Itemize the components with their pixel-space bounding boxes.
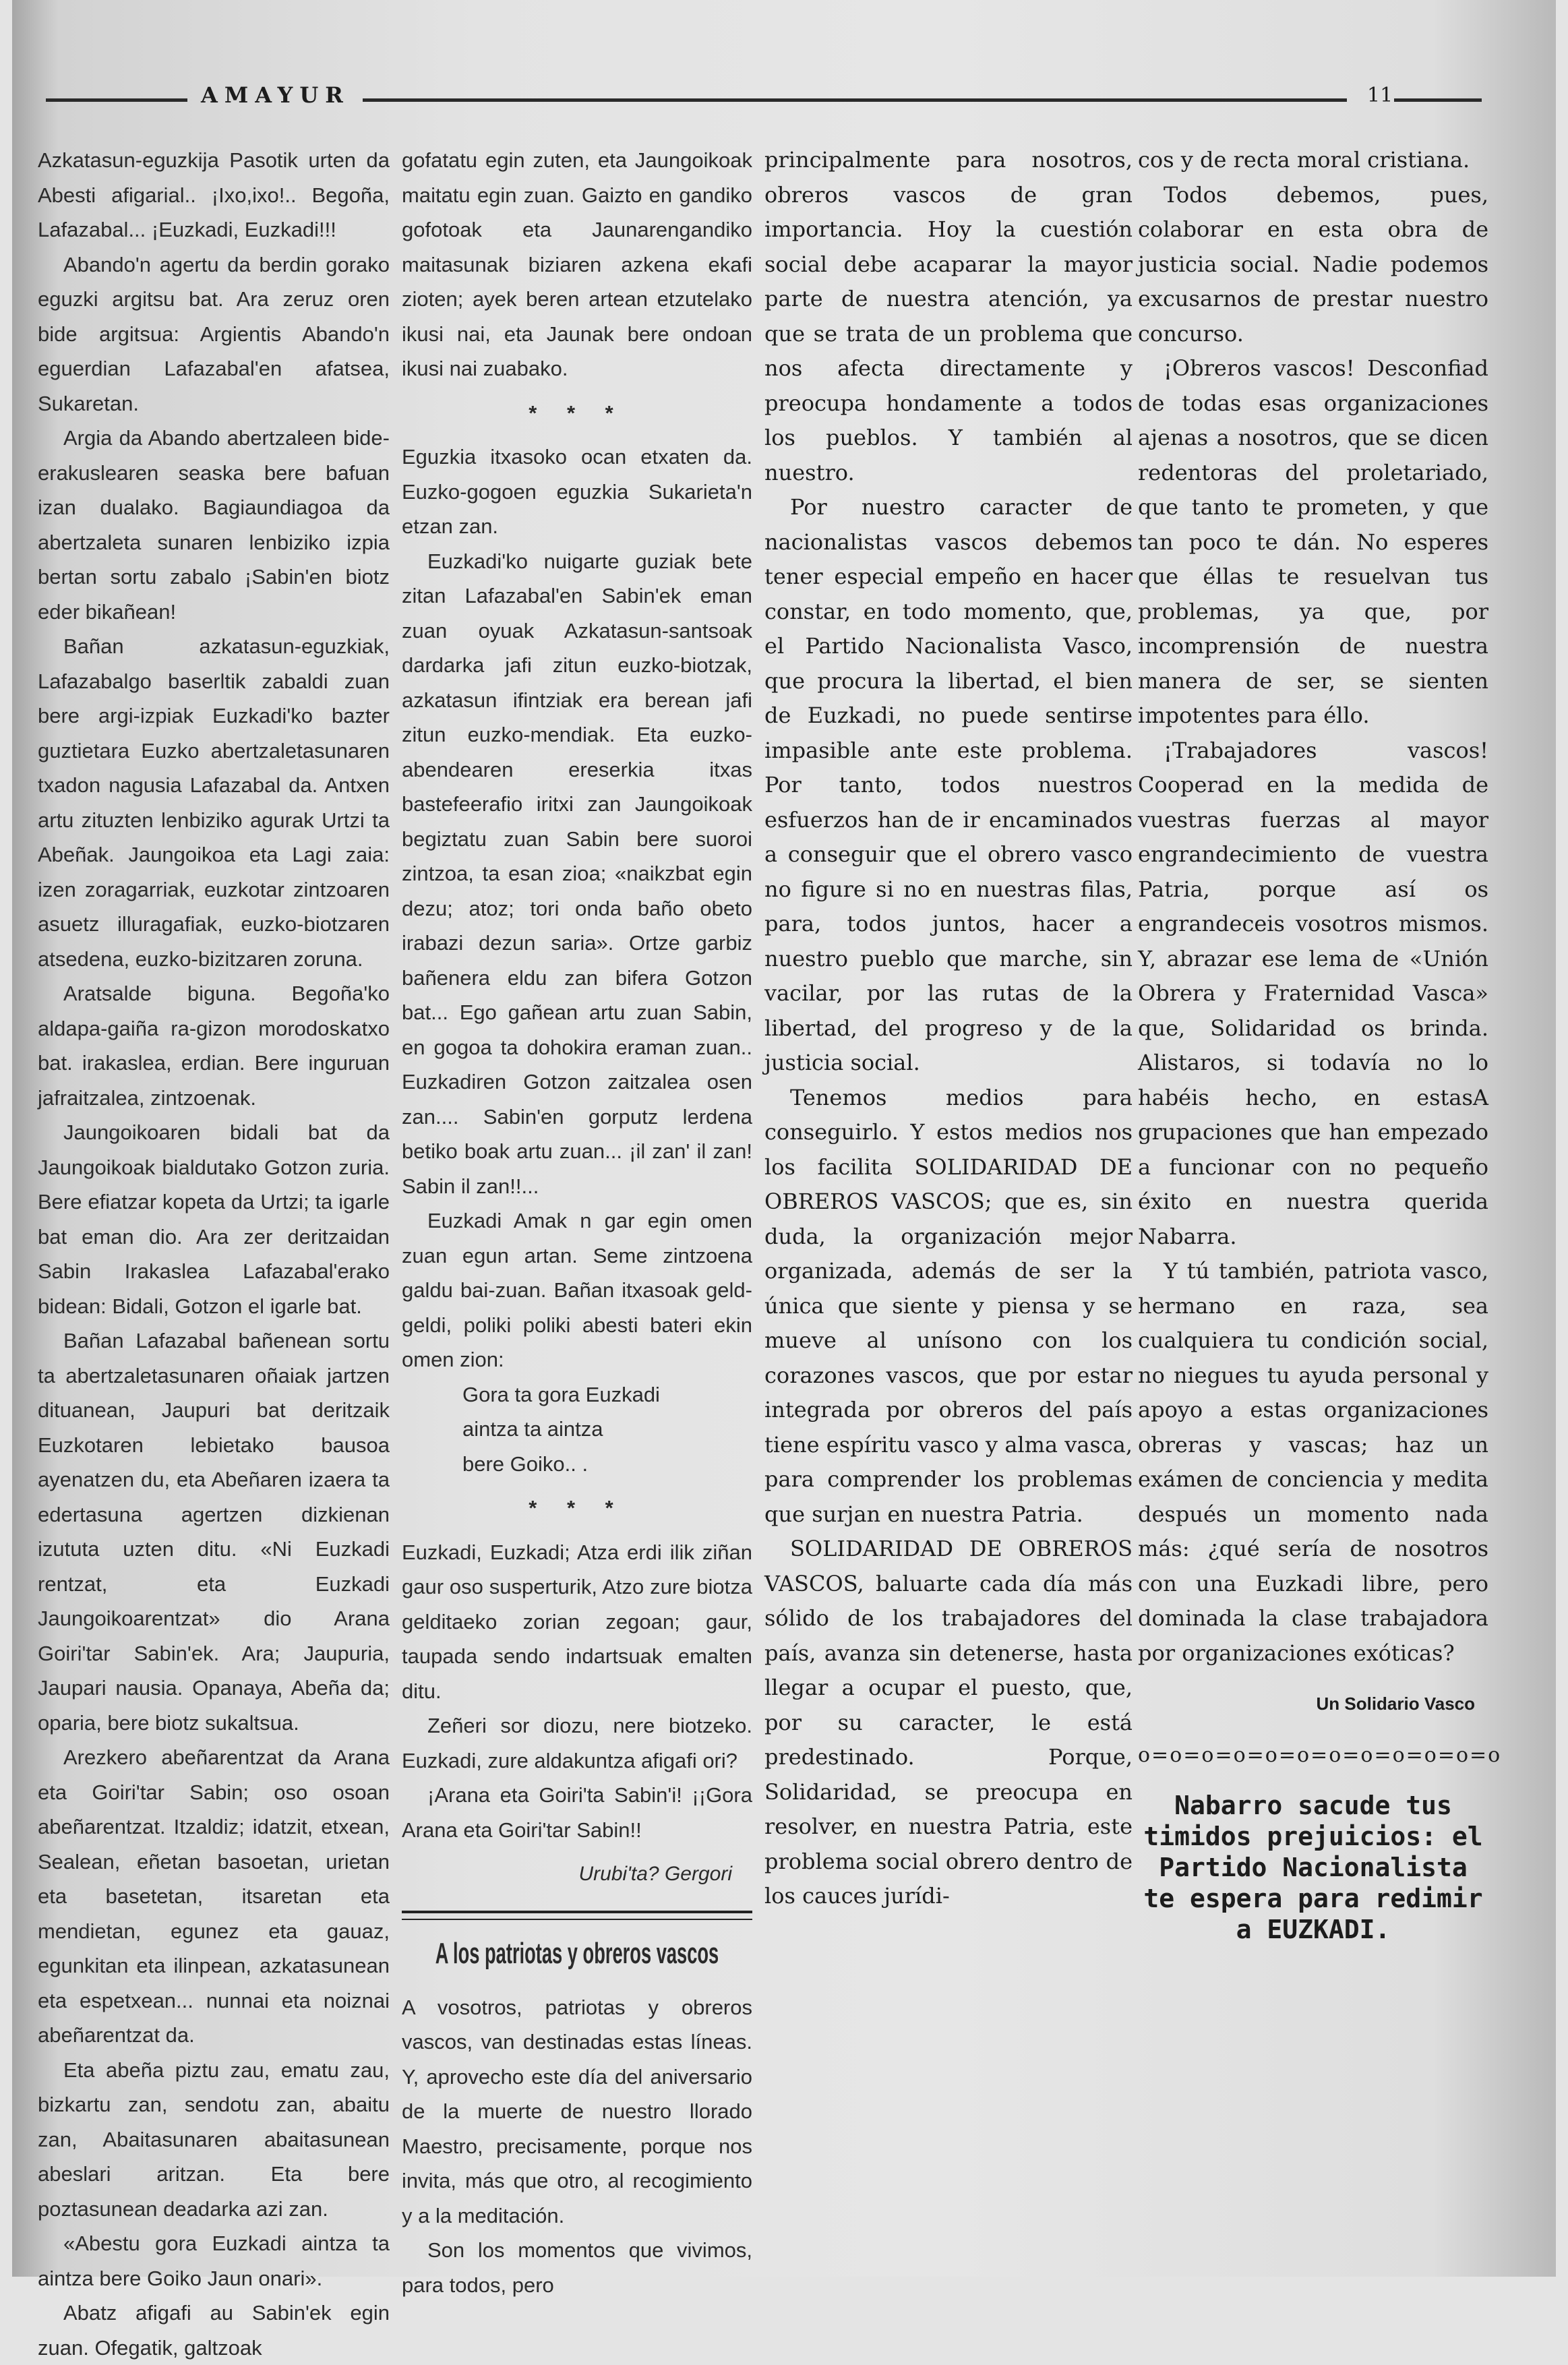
paragraph: A vosotros, patriotas y obreros vascos, van destinadas estas líneas. Y, aprovecho este día del aniversario de la muerte de nuestro llorado Maestro, precisamente, porque nos invita, más que otro, al recogimiento y a la meditación. xyxy=(402,1995,752,2227)
section-separator: * * * xyxy=(529,400,626,425)
paragraph: Por nuestro caracter de nacionalistas vascos debemos tener especial empeño en hacer constar, en todo momento, que, el Partido Nacionalista Vasco, que procura la libertad, el bien de Euzkadi, no puede sentirse impasible ante este problema. Por tanto, todos nuestros esfuerzos han de ir encaminados a conseguir que el obrero vasco no figure si no en nuestras filas, para, todos juntos, hacer a nuestro pueblo que marche, sin vacilar, por las rutas de la libertad, del progreso y de la justicia social. xyxy=(764,494,1133,1075)
header-rule-left xyxy=(46,98,187,102)
header-rule-middle xyxy=(363,98,1347,102)
page-number: 11 xyxy=(1367,84,1393,107)
paragraph: Bañan azkatasun-eguzkiak, Lafazabalgo baserltik zabaldi zuan bere argi-izpiak Euzkadi'ko bazter guztietara Euzko abertzaletasunaren txadon nagusia Lafazabal da. Antxen artu zituzten lenbiziko agurak Urtzi ta Abeñak. Jaungoikoa eta Lagi zaia: izen zoragarriak, euzkotar zintzoaren asuetz illuragafiak, euzko-biotzaren atsedena, euzko-bizitzaren zoruna. xyxy=(38,634,390,971)
paragraph: Y tú también, patriota vasco, hermano en raza, sea cualquiera tu condición social, no niegues tu ayuda personal y apoyo a estas organizaciones obreras y vascas; haz un exámen de conciencia y medita después un momento nada más: ¿qué sería de nosotros con una Euzkadi libre, pero dominada la clase trabajadora por organizaciones exóticas? xyxy=(1138,1258,1488,1666)
paragraph: ¡Obreros vascos! Desconfiad de todas esas organizaciones ajenas a nosotros, que se dicen redentoras del proletariado, que tanto te prometen, y que tan poco te dán. No esperes que éllas te resuelvan tus problemas, ya que, por incomprensión de nuestra manera de ser, se sienten impotentes para éllo. xyxy=(1138,355,1488,728)
paragraph: Tenemos medios para conseguirlo. Y estos medios nos los facilita SOLIDARIDAD DE OBREROS VASCOS; que es, sin duda, la organización mejor organizada, además de ser la única que siente y piensa y se mueve al unísono con los corazones vascos, que por estar integrada por obreros del país tiene espíritu vasco y alma vasca, para comprender los problemas que surjan en nuestra Patria. xyxy=(764,1084,1133,1527)
paragraph: Zeñeri sor diozu, nere biotzeko. Euzkadi, zure aldakuntza afigafi ori? xyxy=(402,1714,752,1772)
chain-divider: o=o=o=o=o=o=o=o=o=o=o=o xyxy=(1138,1743,1502,1767)
header-rule-right xyxy=(1394,98,1482,102)
notice-box: Nabarro sacude tus timidos prejuicios: el Partido Nacionalista te espera para redimir a EUZKADI. xyxy=(1143,1791,1483,1944)
paragraph: Euzkadi, Euzkadi; Atza erdi ilik ziñan gaur oso susperturik, Atzo zure biotza gelditaeko zorian zegoan; gaur, taupada sendo indartsuak emalten ditu. xyxy=(402,1540,752,1703)
paragraph: Bañan Lafazabal bañenean sortu ta abertzaletasunaren oñaiak jartzen dituanean, Jaupuri bat deritzaik Euzkotaren lebietako bausoa ayenatzen du, eta Abeñaren izaera ta edertasuna agertzen dizkienan izututa uzten ditu. «Ni Euzkadi rentzat, eta Euzkadi Jaungoikoarentzat» dio Arana Goiri'tar Sabin'ek. Ara; Jaupuria, Jaupari nausia. Opanaya, Abeña da; oparia, bere biotz sukaltsua. xyxy=(38,1329,390,1735)
paragraph: Euzkadi'ko nuigarte guziak bete zitan Lafazabal'en Sabin'ek eman zuan oyuak Azkatasun-santsoak dardarka jafi zitun euzko-biotzak, azkatasun ifintziak era berean jafi zitun euzko-mendiak. Eta euzko-abendearen ereserkia itxas bastefeerafio iritxi zan Jaungoikoak begiztatu zuan Sabin bere suoroi zintzoa, ta esan zioa; «naikzbat egin dezu; atoz; tori onda baño obeto irabazi dezun saria». Ortze garbiz bañenera eldu zan bifera Gotzon bat... Ego gañean artu zuan Sabin, en gogoa ta dohokira eraman zuan.. Euzkadiren Gotzon zaitzalea osen zan.... Sabin'en gorputz lerdena betiko boak artu zuan... ¡il zan' il zan! Sabin il zan!!... xyxy=(402,549,752,1198)
paragraph: SOLIDARIDAD DE OBREROS VASCOS, baluarte cada día más sólido de los trabajadores del país, avanza sin detenerse, hasta llegar a ocupar el puesto, que, por su caracter, le está predestinado. Porque, Solidaridad, se preocupa en resolver, en nuestra Patria, este problema social obrero dentro de los cauces jurídi- xyxy=(764,1536,1133,1909)
paragraph: Aratsalde biguna. Begoña'ko aldapa-gaiña ra-gizon morodoskatxo bat. irakaslea, erdian. Bere inguruan jafraitzalea, zintzoenak. xyxy=(38,982,390,1110)
newspaper-page xyxy=(12,0,1556,2360)
paragraph: Jaungoikoaren bidali bat da Jaungoikoak bialdutako Gotzon zuria. Bere efiatzar kopeta da Urtzi; ta igarle bat eman dio. Ara zer deritzaidan Sabin Irakaslea Lafazabal'erako bidean: Bidali, Gotzon el igarle bat. xyxy=(38,1120,390,1318)
column-2 xyxy=(402,143,752,2297)
paragraph: Eta abeña piztu zau, ematu zau, bizkartu zan, sendotu zan, abaitu zan, Abaitasunaren abaitasunean abeslari aritzan. Eta bere poztasunean deadarka azi zan. xyxy=(38,2058,390,2221)
column-3 xyxy=(764,143,1133,2226)
paragraph: principalmente para nosotros, obreros vascos de gran importancia. Hoy la cuestión social debe acaparar la mayor parte de nuestra atención, ya que se trata de un problema que nos afecta directamente y preocupa hondamente a todos los pueblos. Y también al nuestro. xyxy=(764,147,1133,485)
section-separator: * * * xyxy=(529,1496,626,1520)
paragraph: «Abestu gora Euzkadi aintza ta aintza bere Goiko Jaun onari». xyxy=(38,2232,390,2290)
paragraph: cos y de recta moral cristiana. xyxy=(1138,147,1470,173)
paragraph: Son los momentos que vivimos, para todos, pero xyxy=(402,2238,752,2297)
column-4 xyxy=(1138,143,1502,2226)
masthead: AMAYUR xyxy=(201,82,350,108)
page-header xyxy=(46,82,1482,116)
article-signature: Urubi'ta? Gergori xyxy=(578,1863,732,1885)
paragraph: gofatatu egin zuten, eta Jaungoikoak maitatu egin zuan. Gaizto en gandiko gofotoak eta Jaunarengandiko maitasunak biziaren azkena ekafi zioten; ayek beren artean etzutelako ikusi nai, eta Jaunak bere ondoan ikusi nai zuabako. xyxy=(402,148,752,380)
poem xyxy=(402,1377,752,1482)
paragraph: Arezkero abeñarentzat da Arana eta Goiri'tar Sabin; oso osoan abeñarentzat. Itzaldiz; idatzit, etxean, Sealean, eñetan basoetan, urietan eta basetetan, itsaretan eta mendietan, egunez eta gauaz, egunkitan eta ilinpean, azkatasunean eta espetxean... nunnai eta noiznai abeñarentzat da. xyxy=(38,1745,390,2047)
paragraph: Euzkadi Amak n gar egin omen zuan egun artan. Seme zintzoena galdu bai-zuan. Bañan itxasoak geld-geldi, poliki poliki abesti bateri ekin omen zion: xyxy=(402,1209,752,1371)
article-headline: A los patriotas y obreros vascos xyxy=(435,1936,719,1970)
poem-line: Gora ta gora Euzkadi xyxy=(462,1382,660,1406)
paragraph: ¡Arana eta Goiri'ta Sabin'i! ¡¡Gora Arana eta Goiri'tar Sabin!! xyxy=(402,1783,752,1842)
article-divider xyxy=(402,1911,752,1920)
paragraph: Azkatasun-eguzkija Pasotik urten da Abesti afigarial.. ¡Ixo,ixo!.. Begoña, Lafazabal... ¡Euzkadi, Euzkadi!!! xyxy=(38,148,390,241)
poem-line: aintza ta aintza xyxy=(462,1417,603,1441)
paragraph: ¡Trabajadores vascos! Cooperad en la medida de vuestras fuerzas al mayor engrandecimiento de vuestra Patria, porque así os engrandeceis vosotros mismos. Y, abrazar ese lema de «Unión Obrera y Fraternidad Vasca» que, Solidaridad os brinda. Alistaros, si todavía no lo habéis hecho, en estasA grupaciones que han empezado a funcionar con no pequeño éxito en nuestra querida Nabarra. xyxy=(1138,737,1488,1249)
paragraph: Todos debemos, pues, colaborar en esta obra de justicia social. Nadie podemos excusarnos de prestar nuestro concurso. xyxy=(1138,181,1488,347)
poem-line: bere Goiko.. . xyxy=(462,1451,589,1476)
column-1 xyxy=(38,143,390,2360)
paragraph: Eguzkia itxasoko ocan etxaten da. Euzko-gogoen eguzkia Sukarieta'n etzan zan. xyxy=(402,445,752,538)
paragraph: Abando'n agertu da berdin gorako eguzki argitsu bat. Ara zeruz oren bide argitsua: Argientis Abando'n eguerdian Lafazabal'en afatsea, Sukaretan. xyxy=(38,252,390,415)
paragraph: Argia da Abando abertzaleen bide-erakuslearen seaska bere bafuan izan dualako. Bagiaundiagoa da abertzaleta sunaren lenbiziko izpia bertan sortu zabalo ¡Sabin'en biotz eder bikañean! xyxy=(38,426,390,624)
paragraph: Abatz afigafi au Sabin'ek egin zuan. Ofegatik, galtzoak xyxy=(38,2301,390,2360)
article-signature: Un Solidario Vasco xyxy=(1316,1694,1475,1714)
